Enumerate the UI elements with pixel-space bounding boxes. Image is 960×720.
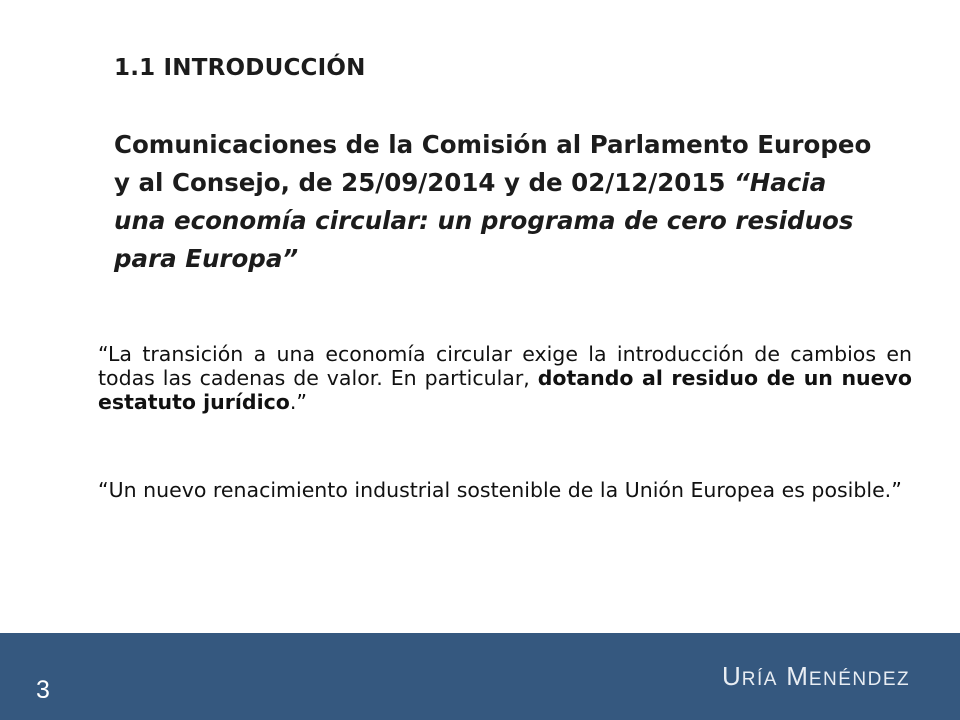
quote-1-text-before: “La transición a una economía circular exige la introducción de cambios en todas las cadenas de valor. En particular, xyxy=(98,342,912,390)
heading-italic-title: “Hacia una economía circular: un programa de cero residuos para Europa” xyxy=(114,168,854,273)
page-number: 3 xyxy=(36,676,50,704)
brand-logo: URÍA MENÉNDEZ xyxy=(722,661,911,691)
slide-heading xyxy=(114,126,874,278)
quote-paragraph-2: “Un nuevo renacimiento industrial sostenible de la Unión Europea es posible.” xyxy=(98,478,902,502)
quote-1-bold-text: dotando al residuo de un nuevo estatuto jurídico xyxy=(98,366,912,414)
section-title: 1.1 INTRODUCCIÓN xyxy=(114,55,366,81)
quote-paragraph-1 xyxy=(98,342,912,414)
quote-1-text-after: .” xyxy=(289,390,307,414)
heading-plain-text: Comunicaciones de la Comisión al Parlamento Europeo y al Consejo, de 25/09/2014 y de 02/12/2015 xyxy=(114,130,872,197)
